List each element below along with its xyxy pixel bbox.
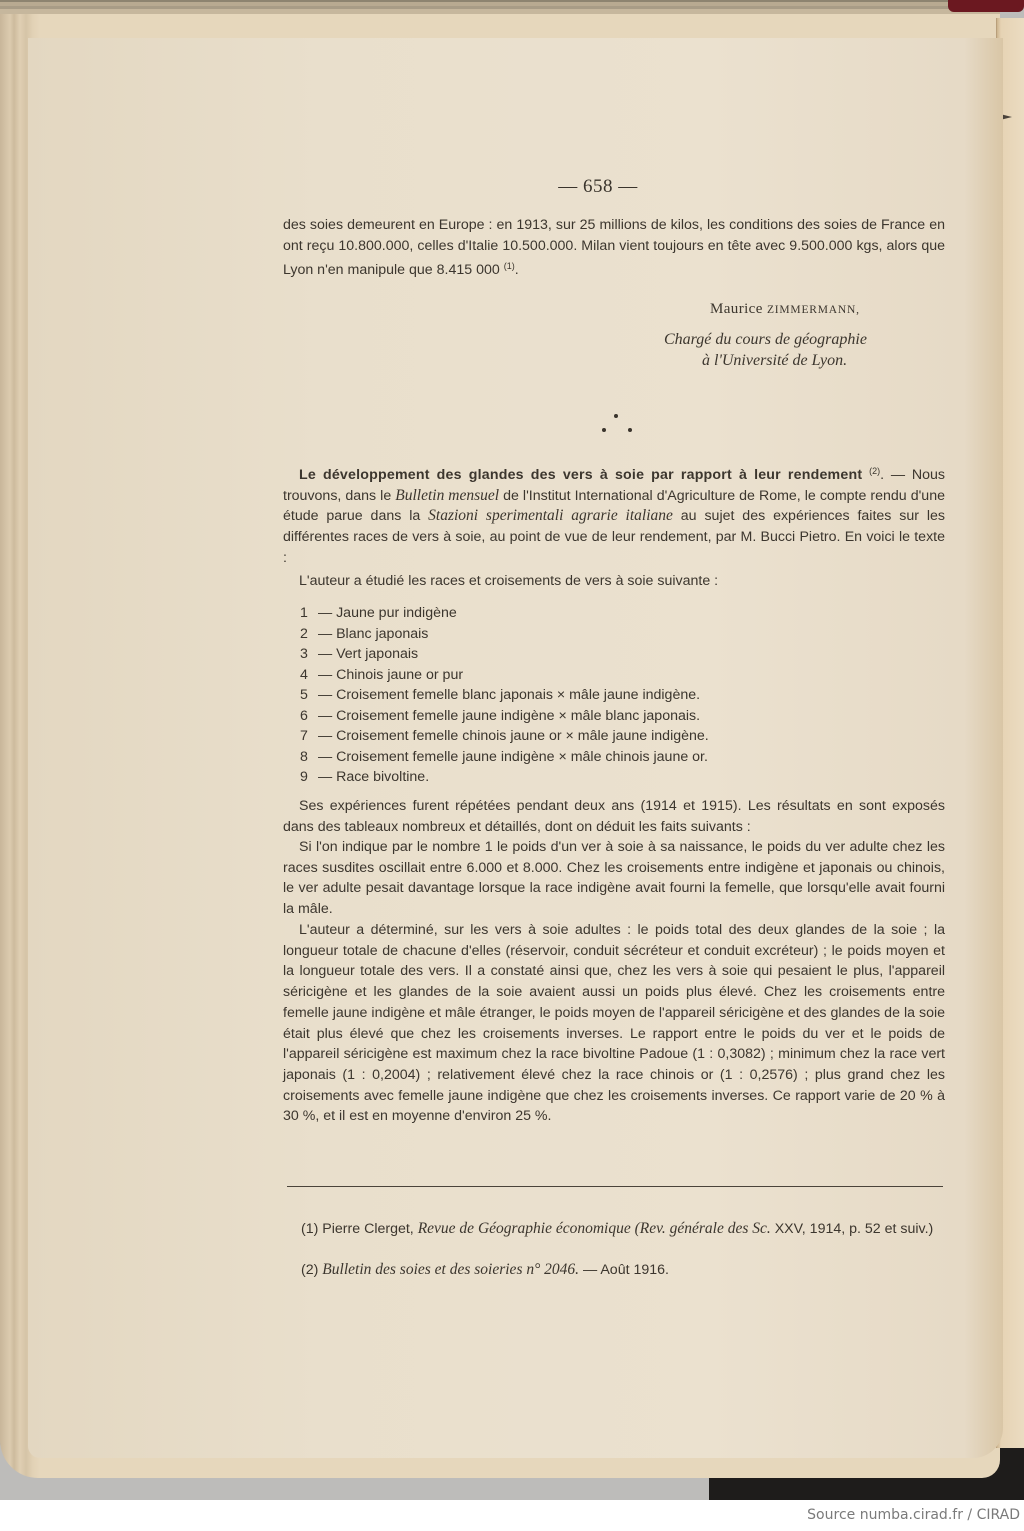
list-item: 4 — Chinois jaune or pur xyxy=(300,666,464,683)
footnote-ref-2[interactable]: (2) xyxy=(869,466,881,476)
source-credit: Source numba.cirad.fr / CIRAD xyxy=(807,1507,1020,1523)
paragraph-weight: Si l'on indique par le nombre 1 le poids d'un ver à soie à sa naissance, le poids du ver adulte chez les races susdites oscillait entre 6.000 et 8.000. Chez les croisements entre indigène et japonais ou chinois, le ver adulte pesait davantage lorsque la race indigène avait fourni la femelle, que lorsqu'elle avait fourni la mâle. xyxy=(283,839,945,918)
section-separator-asterisks xyxy=(566,410,626,440)
author-name: Maurice ZIMMERMANN, xyxy=(710,301,860,317)
paragraph-glands: L'auteur a déterminé, sur les vers à soie adultes : le poids total des deux glandes de la soie ; la longueur totale de chacune d'elles (réservoir, conduit sécréteur et conduit excréteur) ; le poids moyen et la longueur totale des vers. Il a constaté ainsi que, chez les vers à soie qui pesaient le plus, l'appareil séricigène et les glandes de la soie avaient aussi un poids plus élevé. Chez les croisements entre femelle jaune indigène et mâle étranger, le poids moyen de l'appareil séricigène et des glandes de la soie était plus élevé que chez les croisements inverses. Le rapport entre le poids du ver et le poids de l'appareil séricigène est maximum chez la race bivoltine Padoue (1 : 0,3082) ; minimum chez la race vert japonais (1 : 0,2004) ; relativement élevé chez la race chinois or (1 : 0,2576) ; plus grand chez les croisements avec femelle jaune indigène que chez les croisements inverses. Ce rapport varie de 20 % à 30 %, et il est en moyenne d'environ 25 %. xyxy=(283,922,945,1125)
asterisk-icon xyxy=(602,428,606,432)
list-item: 8 — Croisement femelle jaune indigène × mâle chinois jaune or. xyxy=(300,748,708,765)
asterisk-icon xyxy=(628,428,632,432)
list-item: 1 — Jaune pur indigène xyxy=(300,605,457,621)
author-role: Chargé du cours de géographie xyxy=(664,331,867,348)
italic-stazioni: Stazioni sperimentali agrarie italiane xyxy=(428,507,673,525)
list-intro: L'auteur a étudié les races et croisements de vers à soie suivante : xyxy=(299,573,719,589)
page-number: — 658 — xyxy=(558,176,638,197)
footnote-divider xyxy=(287,1186,943,1187)
asterisk-icon xyxy=(614,414,618,418)
list-item: 9 — Race bivoltine. xyxy=(300,769,430,785)
races-list xyxy=(300,603,820,788)
author-surname: ZIMMERMANN, xyxy=(766,304,860,316)
list-item: 5 — Croisement femelle blanc japonais × mâle jaune indigène. xyxy=(300,687,701,703)
footnote-ref-1[interactable]: (1) xyxy=(503,261,515,272)
list-item: 6 — Croisement femelle jaune indigène × mâle blanc japonais. xyxy=(300,707,701,724)
list-item: 7 — Croisement femelle chinois jaune or × mâle jaune indigène. xyxy=(300,728,709,744)
opening-paragraph: des soies demeurent en Europe : en 1913, sur 25 millions de kilos, les conditions des soies de France en ont reçu 10.800.000, celles d'Italie 10.500.000. Milan vient toujours en tête avec 9.500.000 kgs, alors que Lyon n'en manipule que 8.415 000 $^{(1)}$. xyxy=(283,217,945,279)
article-title: Le développement des glandes des vers à soie par rapport à leur rendement xyxy=(299,467,863,483)
footnote-1: (1) Pierre Clerget, Revue de Géographie économique (Rev. générale des Sc. XXV, 1914, p. 52 et suiv.) xyxy=(301,1220,934,1237)
list-item: 3 — Vert japonais xyxy=(300,646,419,662)
footnote-2: (2) Bulletin des soies et des soieries n° 2046. — Août 1916. xyxy=(301,1261,669,1278)
list-item: 2 — Blanc japonais xyxy=(300,625,429,642)
italic-bulletin-mensuel: Bulletin mensuel xyxy=(395,486,500,504)
article-intro: Le développement des glandes des vers à soie par rapport à leur rendement $^{(2)}$. — Nous trouvons, dans le Bulletin mensuel de l'Institut International d'Agriculture de Rome, le compte rendu d'une étude parue dans la Stazioni sperimentali agrarie italiane au sujet des expériences faites sur les différentes races de vers à soie, au point de vue de leur rendement, par M. Bucci Pietro. En voici le texte : xyxy=(283,466,945,566)
paragraph-results: Ses expériences furent répétées pendant deux ans (1914 et 1915). Les résultats en sont exposés dans des tableaux nombreux et détaillés, dont on déduit les faits suivants : xyxy=(283,798,945,835)
author-institution: à l'Université de Lyon. xyxy=(702,352,848,369)
